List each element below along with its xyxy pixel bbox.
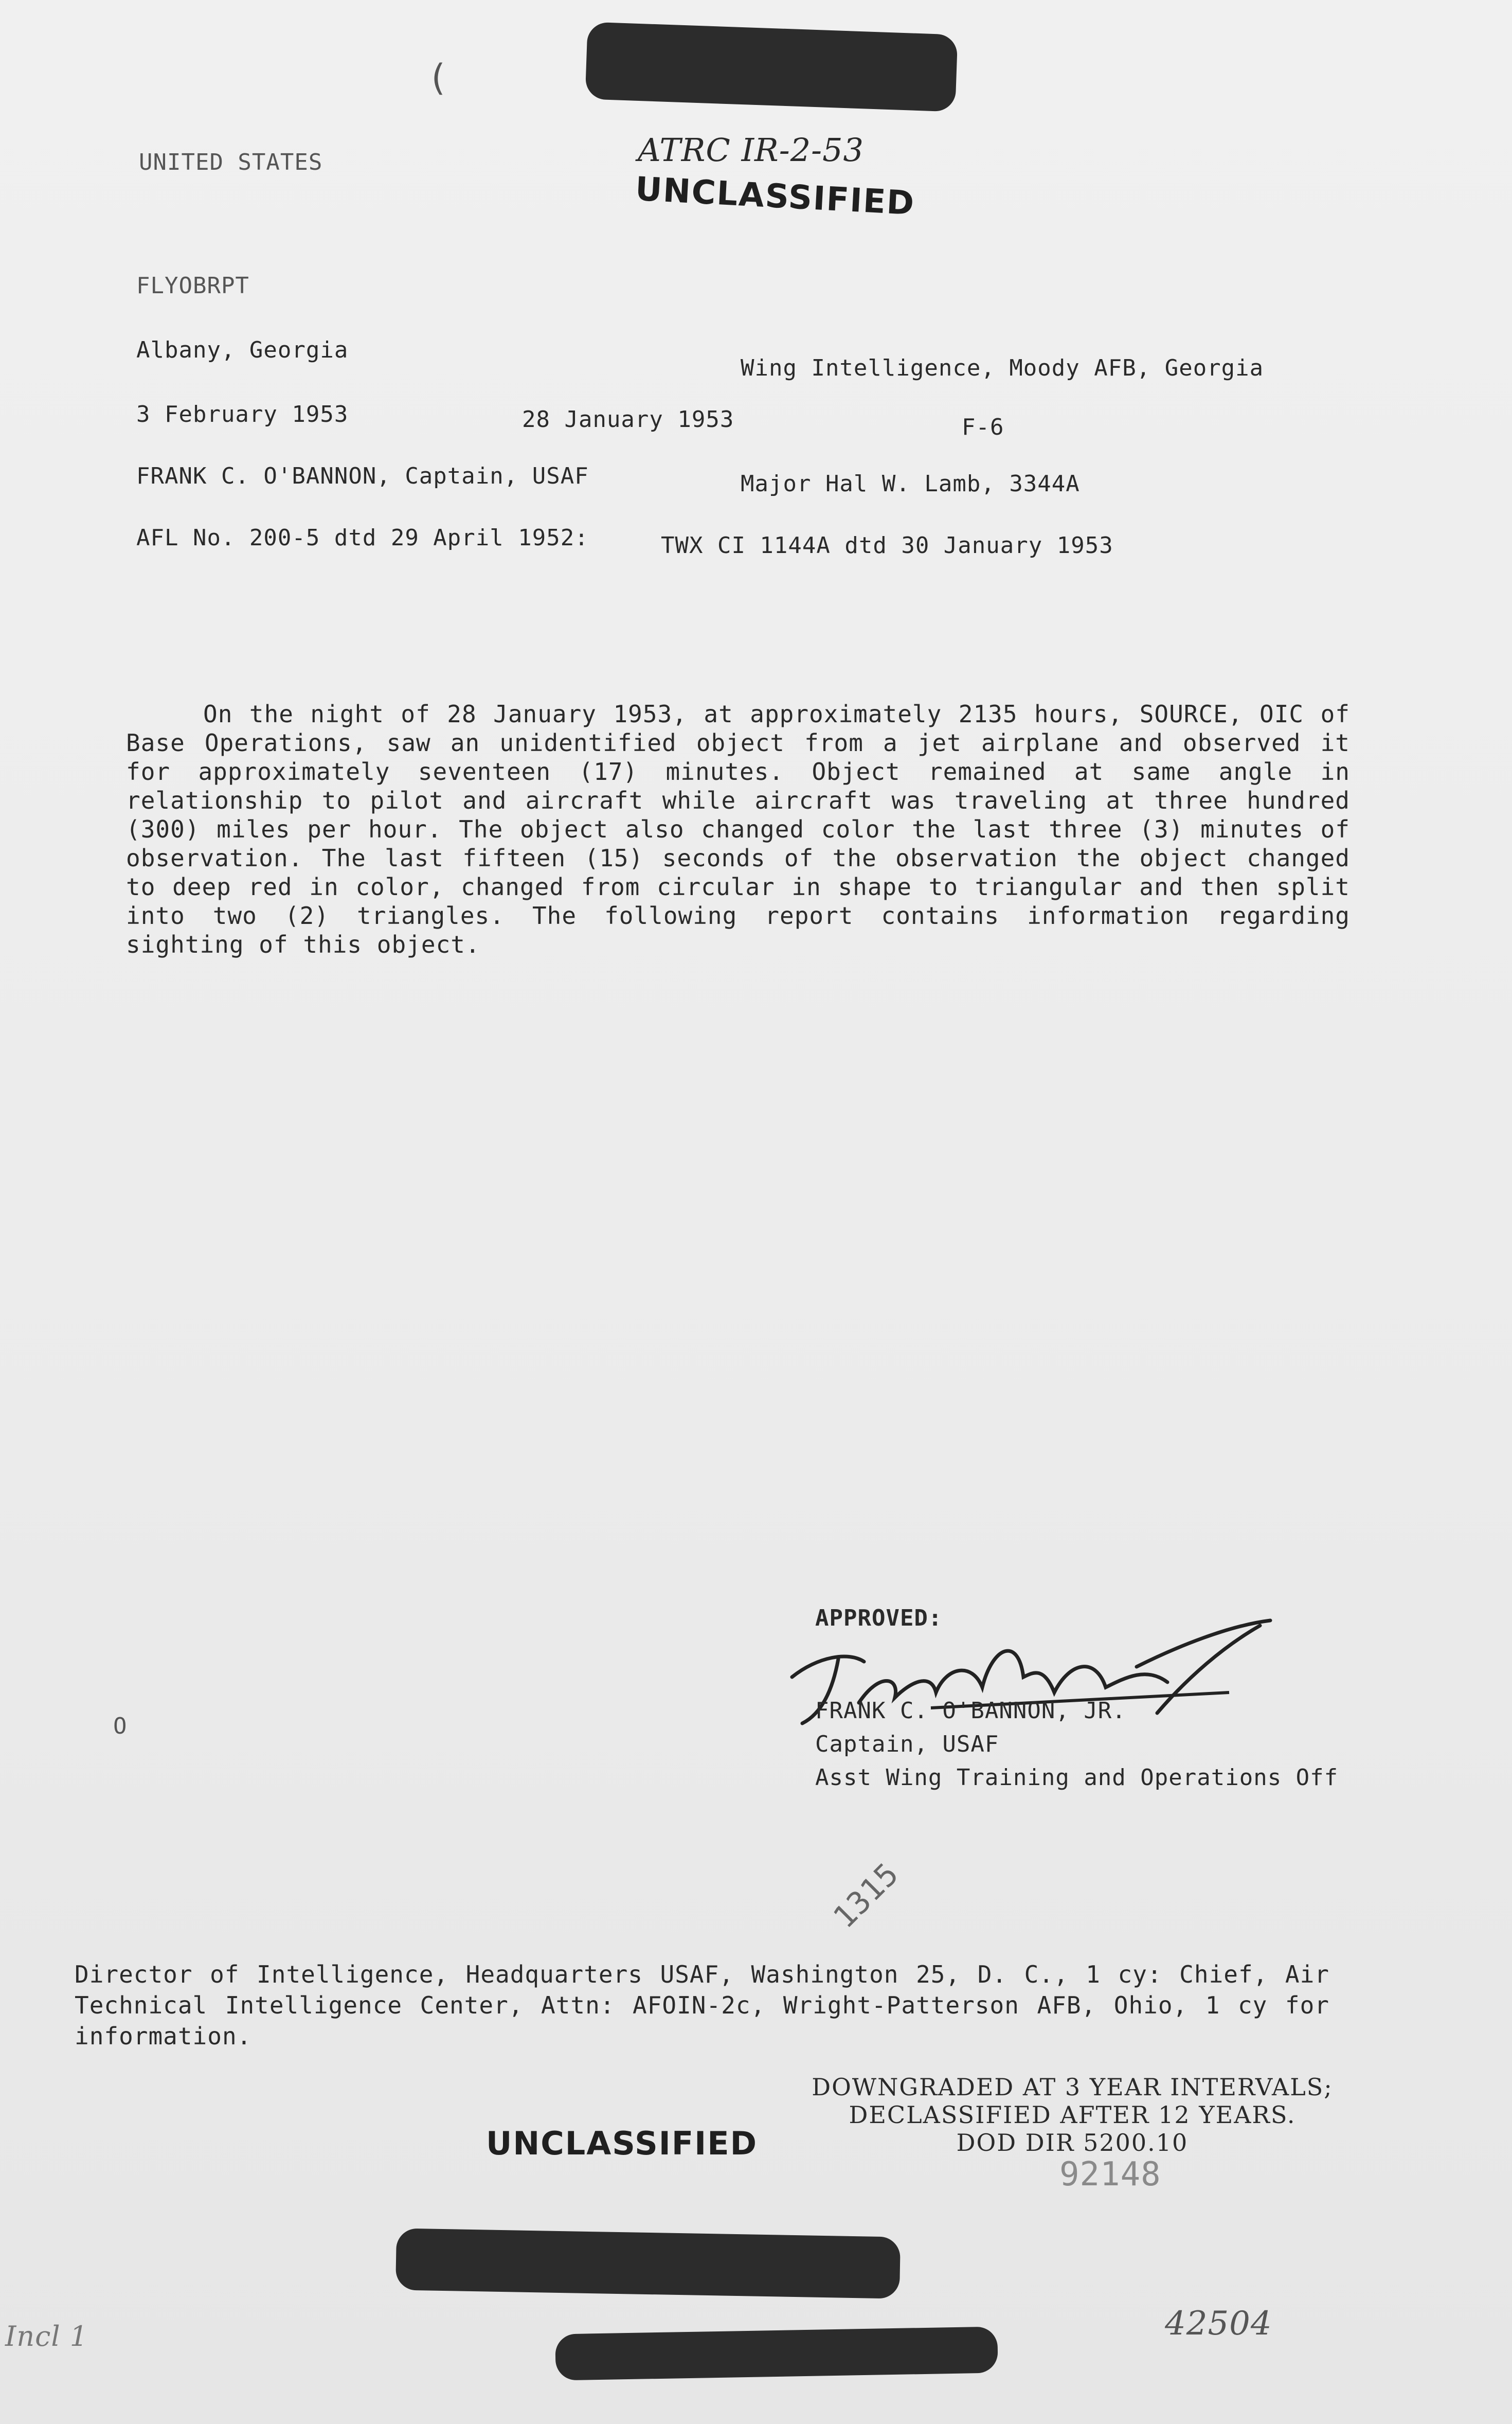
area-field: Albany, Georgia xyxy=(136,337,349,363)
references-field: AFL No. 200-5 dtd 29 April 1952: xyxy=(136,525,589,551)
redaction-bar-bottom-2 xyxy=(555,2327,998,2381)
classification-stamp-bottom: UNCLASSIFIED xyxy=(486,2125,758,2162)
requested-by-field: Major Hal W. Lamb, 3344A xyxy=(741,471,1080,497)
date-of-report-field: 3 February 1953 xyxy=(136,401,349,427)
classification-stamp-top: UNCLASSIFIED xyxy=(634,170,916,223)
evaluation-field: F-6 xyxy=(962,414,1004,440)
country-field: UNITED STATES xyxy=(139,149,323,175)
control-number: 92148 xyxy=(1059,2155,1161,2194)
distribution-paragraph: Director of Intelligence, Headquarters USAF, Washington 25, D. C., 1 cy: Chief, Air Technical Intelligence Center, Attn: AFOIN-2c, Wright-Patterson AFB, Ohio, 1 cy for information. xyxy=(75,1960,1329,2050)
bottom-right-number: 42504 xyxy=(1165,2305,1272,2343)
declassification-stamp xyxy=(779,2073,1365,2156)
summary-paragraph: On the night of 28 January 1953, at approximately 2135 hours, SOURCE, OIC of Base Operations, saw an unidentified object from a jet airplane and observed it for approximately seventeen (17) minutes. Object remained at same angle in relationship to pilot and aircraft while aircraft was traveling at three hundred (300) miles per hour. The object also changed color the last three (3) minutes of observation. The last fifteen (15) seconds of the observation the object changed to deep red in color, changed from circular in shape to triangular and then split into two (2) triangles. The following report contains information regarding sighting of this object. xyxy=(126,700,1350,958)
declass-line-3: DOD DIR 5200.10 xyxy=(956,2129,1189,2156)
declass-line-1: DOWNGRADED AT 3 YEAR INTERVALS; xyxy=(812,2073,1333,2101)
date-of-information-field: 28 January 1953 xyxy=(522,406,734,433)
approver-name: FRANK C. O'BANNON, JR. xyxy=(815,1698,1126,1724)
received-stamp: 1315 xyxy=(826,1856,906,1936)
subject-field: FLYOBRPT xyxy=(136,273,249,299)
redaction-bar-bottom-1 xyxy=(395,2228,901,2298)
top-parenthesis-mark: ( xyxy=(427,57,449,99)
approver-title: Asst Wing Training and Operations Off xyxy=(815,1764,1339,1791)
redaction-bar-top xyxy=(585,22,958,112)
report-number: ATRC IR-2-53 xyxy=(638,131,864,169)
prepared-by-field: FRANK C. O'BANNON, Captain, USAF xyxy=(136,463,589,489)
source-field: Wing Intelligence, Moody AFB, Georgia xyxy=(741,355,1264,381)
bottom-left-note: Incl 1 xyxy=(5,2320,88,2352)
margin-mark: O xyxy=(113,1713,128,1739)
references-field-2: TWX CI 1144A dtd 30 January 1953 xyxy=(661,532,1113,559)
approved-label: APPROVED: xyxy=(815,1605,943,1631)
declass-line-2: DECLASSIFIED AFTER 12 YEARS. xyxy=(849,2101,1296,2129)
approver-rank: Captain, USAF xyxy=(815,1731,999,1757)
